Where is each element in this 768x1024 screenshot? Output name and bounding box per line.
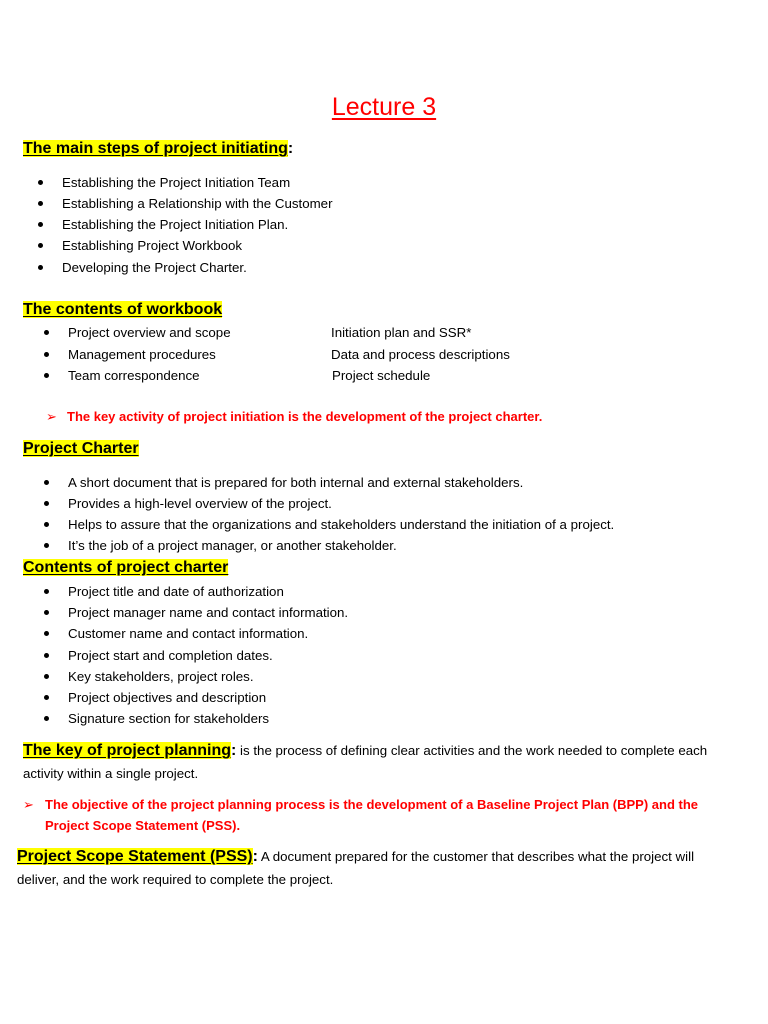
paragraph-text-continuation: deliver, and the work required to complete the project.	[17, 872, 334, 887]
bullet-icon	[38, 243, 43, 248]
paragraph-text: A document prepared for the customer that describes what the project will	[257, 849, 695, 864]
heading-colon: :	[287, 140, 294, 157]
workbook-right-item: Initiation plan and SSR*	[331, 325, 472, 340]
arrow-bullet-icon: ➢	[23, 797, 34, 812]
project-planning-paragraph	[23, 741, 707, 761]
heading-colon: :	[231, 742, 237, 759]
note-text: The objective of the project planning process is the development of a Baseline Project Plan (BPP) and the	[45, 797, 699, 812]
bullet-icon	[44, 543, 49, 548]
bullet-icon	[44, 522, 49, 527]
section-heading-initiating-steps	[23, 139, 293, 159]
bullet-icon	[44, 653, 49, 658]
heading-text: The key of project planning	[23, 742, 232, 759]
bullet-icon	[44, 330, 49, 335]
bullet-icon	[44, 480, 49, 485]
note-text-continuation: Project Scope Statement (PSS).	[45, 818, 241, 833]
bullet-icon	[44, 589, 49, 594]
bullet-icon	[44, 352, 49, 357]
workbook-right-item: Data and process descriptions	[331, 347, 510, 362]
bullet-icon	[38, 180, 43, 185]
paragraph-text: is the process of defining clear activities and the work needed to complete each	[236, 743, 708, 758]
note-text: The key activity of project initiation is the development of the project charter.	[67, 409, 543, 424]
heading-text: Contents of project charter	[23, 559, 229, 576]
heading-colon: :	[252, 848, 258, 865]
heading-text: Project Scope Statement (PSS)	[17, 848, 253, 865]
bullet-icon	[38, 201, 43, 206]
bullet-icon	[44, 674, 49, 679]
heading-text: Project Charter	[23, 440, 139, 457]
section-heading-charter-contents	[23, 558, 228, 578]
section-heading-workbook	[23, 300, 222, 320]
bullet-icon	[38, 222, 43, 227]
paragraph-text-continuation: activity within a single project.	[23, 766, 199, 781]
bullet-icon	[38, 265, 43, 270]
bullet-icon	[44, 373, 49, 378]
workbook-right-item: Project schedule	[332, 368, 431, 383]
bullet-icon	[44, 716, 49, 721]
bullet-icon	[44, 610, 49, 615]
page-title: Lecture 3	[331, 93, 437, 121]
bullet-icon	[44, 631, 49, 636]
scope-statement-paragraph	[17, 847, 694, 867]
bullet-icon	[44, 695, 49, 700]
arrow-bullet-icon: ➢	[46, 409, 57, 424]
section-heading-project-charter	[23, 439, 139, 459]
bullet-icon	[44, 501, 49, 506]
heading-text: The contents of workbook	[23, 301, 223, 318]
heading-text: The main steps of project initiating	[23, 140, 288, 157]
